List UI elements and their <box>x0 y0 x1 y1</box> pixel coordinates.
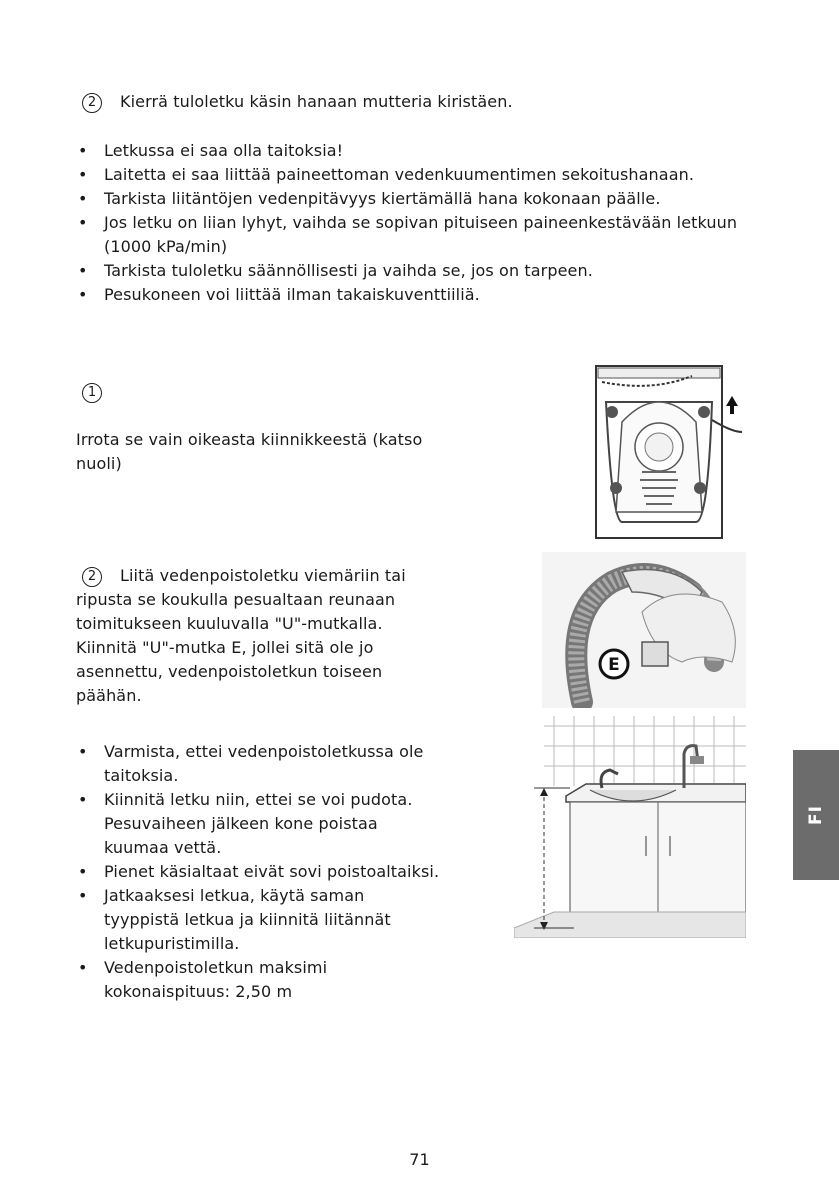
list-item <box>74 884 439 956</box>
step-2-inlet-instruction <box>82 90 513 114</box>
list-item: • Pesukoneen voi liittää ilman takaiskuventtiiliä. <box>74 283 737 307</box>
step-text: Kierrä tuloletku käsin hanaan mutteria kiristäen. <box>120 92 513 111</box>
sink-height-illustration <box>514 716 746 938</box>
hose-label-e: E <box>608 655 620 675</box>
list-item <box>74 211 737 259</box>
list-item-line: Vedenpoistoletkun maksimi <box>104 958 328 977</box>
machine-back-illustration <box>592 362 752 540</box>
list-item-line: Jatkaaksesi letkua, käytä saman <box>104 886 365 905</box>
list-item-text-cont: (1000 kPa/min) <box>104 237 228 256</box>
list-item-line: kuumaa vettä. <box>104 838 222 857</box>
list-item: • Letkussa ei saa olla taitoksia! <box>74 139 737 163</box>
step-2-first-line <box>76 564 406 588</box>
drain-hose-connect-text <box>76 564 406 708</box>
page-number: 71 <box>409 1150 430 1169</box>
list-item <box>74 740 439 788</box>
list-item-line: Pienet käsialtaat eivät sovi poistoaltaiksi. <box>104 862 440 881</box>
drain-hose-release-text <box>76 428 422 476</box>
list-item <box>74 788 439 860</box>
step-number-badge: 2 <box>82 567 102 587</box>
list-item <box>74 956 439 1004</box>
text-line: Irrota se vain oikeasta kiinnikkeestä (katso <box>76 430 423 449</box>
language-side-tab <box>793 750 839 880</box>
text-line: nuoli) <box>76 454 122 473</box>
text-line: Kiinnitä "U"-mutka E, jollei sitä ole jo <box>76 638 374 657</box>
step-1-drain-badge <box>82 380 120 404</box>
list-item-line: Kiinnitä letku niin, ettei se voi pudota. <box>104 790 413 809</box>
text-line: päähän. <box>76 686 142 705</box>
drain-hose-notes-list <box>74 740 439 1004</box>
text-line: asennettu, vedenpoistoletkun toiseen <box>76 662 383 681</box>
language-tab-label: FI <box>806 805 826 825</box>
list-item-line: Pesuvaiheen jälkeen kone poistaa <box>104 814 378 833</box>
list-item: • Tarkista liitäntöjen vedenpitävyys kiertämällä hana kokonaan päälle. <box>74 187 737 211</box>
list-item-line: Varmista, ettei vedenpoistoletkussa ole <box>104 742 424 761</box>
list-item-line: kokonaispituus: 2,50 m <box>104 982 293 1001</box>
list-item-line: letkupuristimilla. <box>104 934 240 953</box>
step-number-badge: 2 <box>82 93 102 113</box>
list-item-line: tyyppistä letkua ja kiinnitä liitännät <box>104 910 391 929</box>
text-line: ripusta se koukulla pesualtaan reunaan <box>76 590 396 609</box>
list-item: • Laitetta ei saa liittää paineettoman vedenkuumentimen sekoitushanaan. <box>74 163 737 187</box>
list-item-text: Jos letku on liian lyhyt, vaihda se sopivan pituiseen paineenkestävään letkuun <box>104 213 738 232</box>
drain-hose-illustration <box>542 552 746 708</box>
text-line: Liitä vedenpoistoletku viemäriin tai <box>120 566 406 585</box>
step-number-badge: 1 <box>82 383 102 403</box>
list-item-line: taitoksia. <box>104 766 179 785</box>
inlet-hose-notes-list <box>74 139 737 307</box>
list-item <box>74 860 439 884</box>
list-item: • Tarkista tuloletku säännöllisesti ja vaihda se, jos on tarpeen. <box>74 259 737 283</box>
text-line: toimitukseen kuuluvalla "U"-mutkalla. <box>76 614 383 633</box>
